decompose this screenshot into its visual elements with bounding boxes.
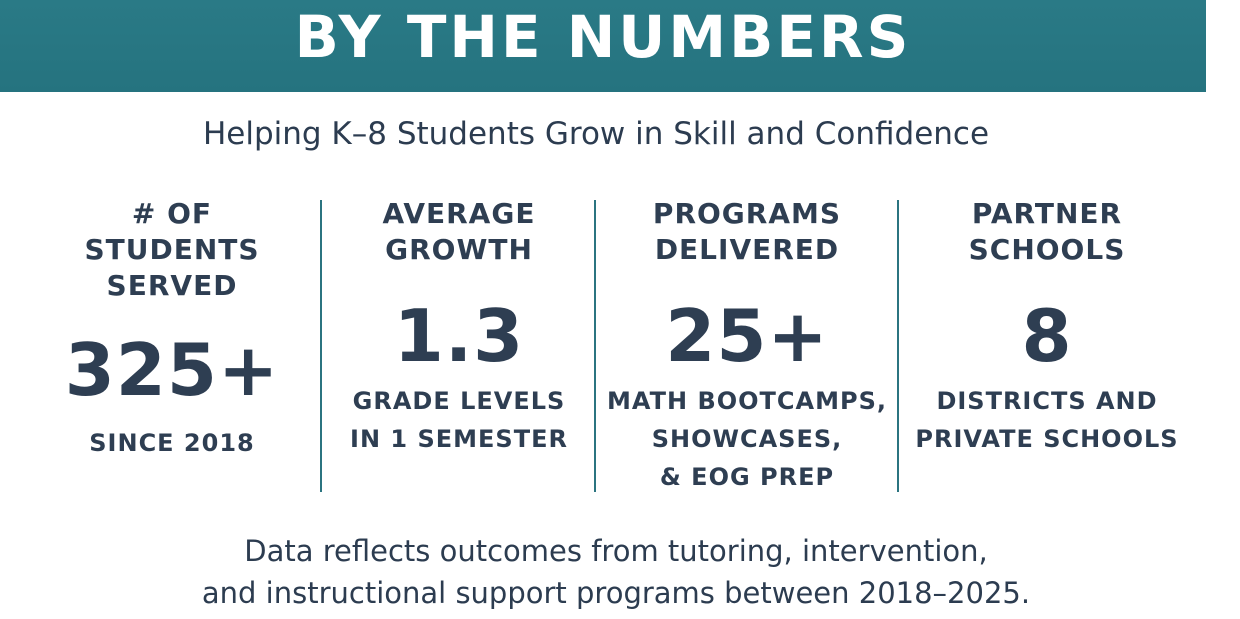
stat-value: 8 xyxy=(1021,294,1073,378)
stat-partner-schools xyxy=(899,196,1195,496)
page-subtitle: Helping K–8 Students Grow in Skill and Confidence xyxy=(202,116,990,152)
footer-line: and instructional support programs between 2018–2025. xyxy=(201,576,1031,610)
stat-label: PARTNER SCHOOLS xyxy=(968,197,1126,266)
header-banner xyxy=(0,0,1206,92)
stat-note: GRADE LEVELS IN 1 SEMESTER xyxy=(350,387,568,453)
stat-value: 325+ xyxy=(64,328,280,412)
stat-note: SINCE 2018 xyxy=(89,429,255,457)
stat-programs-delivered xyxy=(596,196,898,496)
stat-label: # OF STUDENTS SERVED xyxy=(84,197,260,302)
stat-value: 25+ xyxy=(665,294,829,378)
stats-row xyxy=(22,196,1198,496)
stat-students-served xyxy=(22,196,322,496)
stat-note: MATH BOOTCAMPS, SHOWCASES, & EOG PREP xyxy=(607,387,887,491)
stat-label: AVERAGE GROWTH xyxy=(382,197,536,266)
stat-value: 1.3 xyxy=(393,294,525,378)
stat-label: PROGRAMS DELIVERED xyxy=(652,197,842,266)
footer-note xyxy=(0,530,1232,614)
footer-line: Data reflects outcomes from tutoring, intervention, xyxy=(244,534,988,568)
stat-average-growth xyxy=(322,196,596,496)
page-title: BY THE NUMBERS xyxy=(294,3,912,71)
stat-note: DISTRICTS AND PRIVATE SCHOOLS xyxy=(915,387,1179,453)
